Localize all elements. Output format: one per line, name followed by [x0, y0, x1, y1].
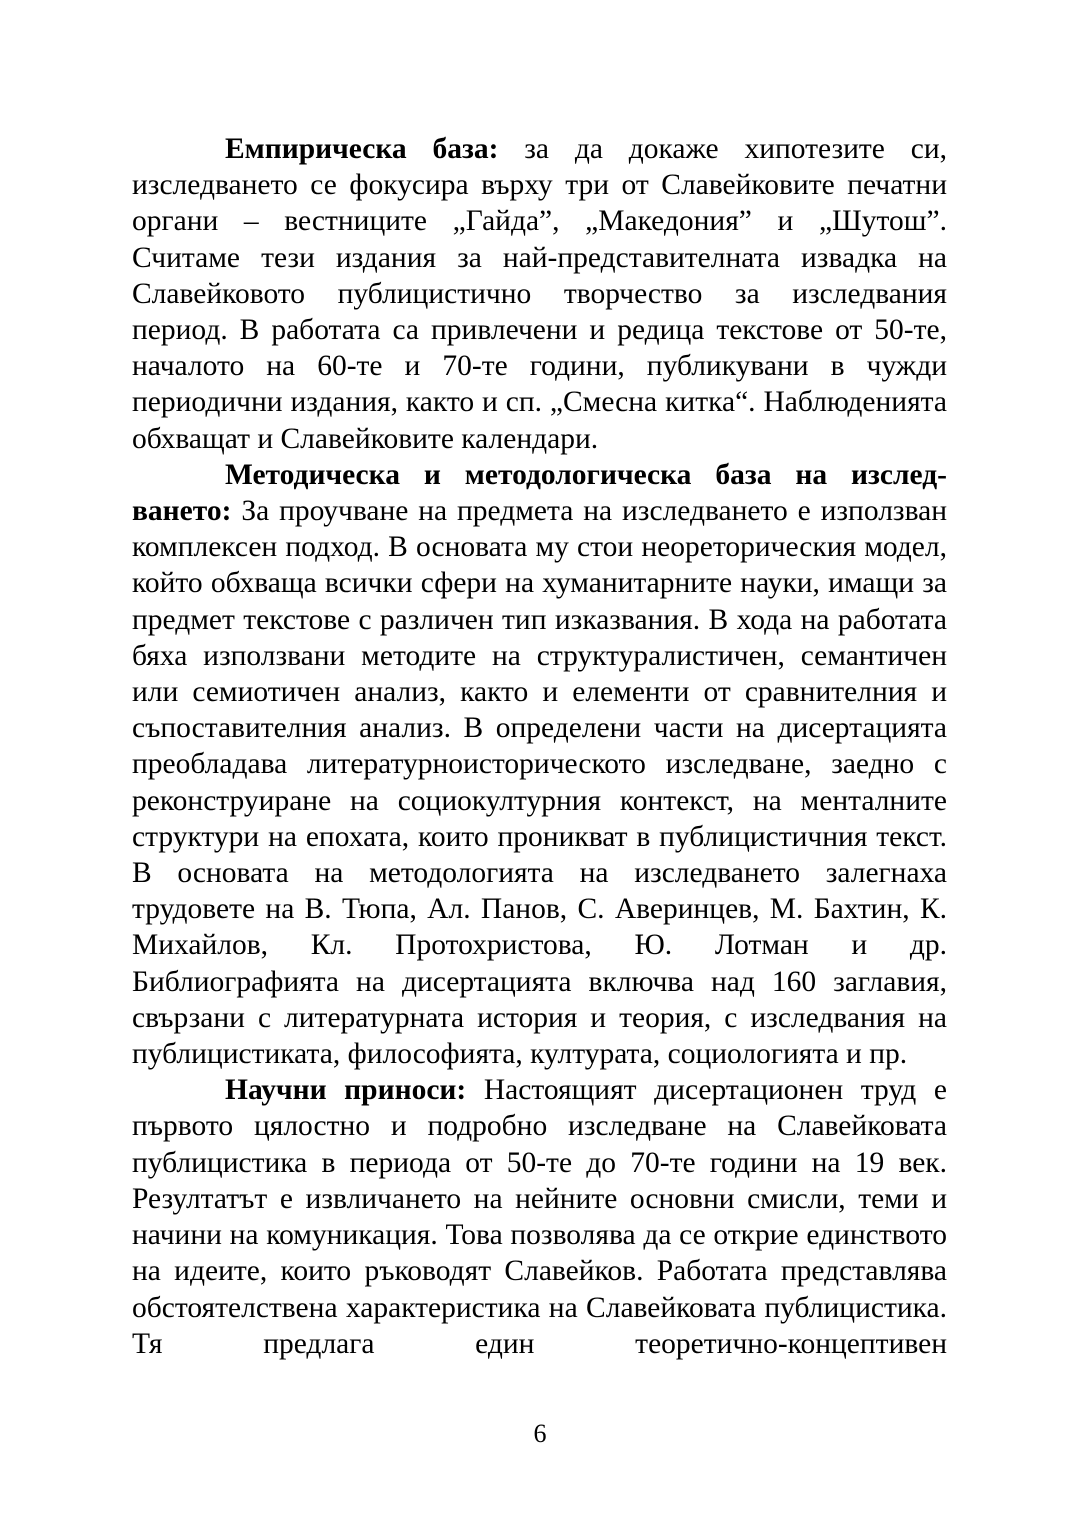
body-text	[132, 131, 947, 1362]
paragraph-methodological-base	[132, 457, 947, 1072]
paragraph-body: за да докаже хипотезите си, изследването се фокусира върху три от Славейковите печатни органи – вестниците „Гайда”, „Македония” и „Шутош”. Считаме тези издания за най-представителната извадка на Славейковото публицистично творчество за изследвания период. В работата са привлечени и редица текстове от 50-те, началото на 60-те и 70-те години, публикувани в чужди периодични издания, както и сп. „Смесна китка“. Наблюденията обхващат и Славейковите календари.	[132, 133, 947, 455]
paragraph-body: За проучване на предмета на изследването е използван комплексен подход. В основата му стои неореторическия модел, който обхваща всички сфери на хуманитарните науки, имащи за предмет текстове с различен тип изказвания. В хода на работата бяха използвани методите на структуралистичен, семантичен или семиотичен анализ, както и елементи от сравнителния и съпоставителния анализ. В определени части на дисертацията преобладава литературноисторическото изследване, заедно с реконструиране на социокултурния контекст, на менталните структури на епохата, които проникват в публицистичния текст. В основата на методологията на изследването залегнаха трудовете на В. Тюпа, Ал. Панов, С. Аверинцев, М. Бахтин, К. Михайлов, Кл. Протохристова, Ю. Лотман и др. Библиографията на дисертацията включва над 160 заглавия, свързани с литературната история и теория, с изследвания на публицистиката, философията, културата, социологията и пр.	[132, 495, 947, 1071]
paragraph-empirical-base	[132, 131, 947, 457]
paragraph-heading: Научни приноси:	[225, 1074, 467, 1107]
paragraph-heading: Емпирическа база:	[225, 133, 499, 165]
page-number: 6	[533, 1419, 547, 1448]
paragraph-scientific-contributions	[132, 1072, 947, 1362]
paragraph-heading: Методическа и методологическа база на изследването:	[132, 458, 947, 528]
paragraph-body: Настоящият дисертационен труд е първото цялостно и подробно изследване на Славейковата публицистика в периода от 50-те до 70-те години на 19 век. Резултатът е извличането на нейните основни смисли, теми и начини на комуникация. Това позволява да се открие единството на идеите, които ръководят Славейков. Работата представлява обстоятелствена характеристика на Славейковата публицистика. Тя предлага един теоретично-концептивен	[132, 1074, 947, 1360]
